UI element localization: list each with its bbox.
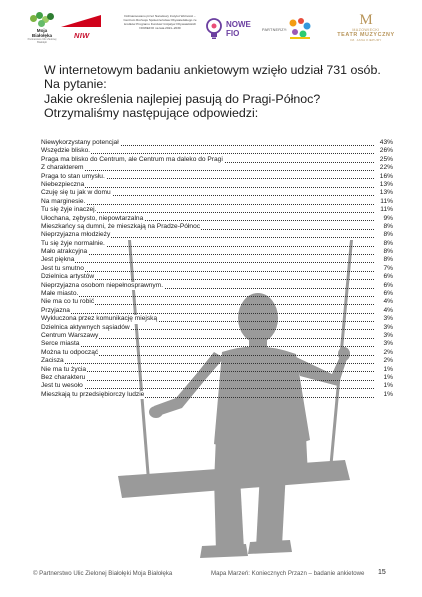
result-value: 1% — [383, 373, 393, 381]
result-row — [41, 215, 393, 223]
result-label: Praga ma blisko do Centrum, ale Centrum ma daleko do Pragi — [41, 155, 223, 163]
page-number: 15 — [378, 569, 386, 576]
result-value: 1% — [383, 382, 393, 390]
result-row — [41, 391, 393, 399]
result-row — [41, 256, 393, 264]
result-value: 4% — [383, 306, 393, 314]
result-row — [41, 340, 393, 348]
result-value: 8% — [383, 248, 393, 256]
result-value: 6% — [383, 290, 393, 298]
survey-intro — [44, 63, 384, 121]
result-value: 2% — [383, 348, 393, 356]
result-row — [41, 198, 393, 206]
result-value: 8% — [383, 231, 393, 239]
result-value: 25% — [379, 155, 393, 163]
result-value: 3% — [383, 331, 393, 339]
result-label: Wszędzie blisko. — [41, 147, 91, 155]
result-label: Mało atrakcyjna — [41, 248, 88, 256]
result-label: Nieprzyjazna osobom niepełnosprawnym. — [41, 281, 164, 289]
result-row — [41, 366, 393, 374]
funding-note: Dofinansowano przez Narodowy Instytut Wolności – Centrum Rozwoju Społeczeństwa Obywatelskiego ze środków Programu Fundusz Inicjatyw Obywatelskich NOWEFIO na lata 2021–2030 — [123, 14, 197, 30]
result-label: Niebezpieczna — [41, 180, 85, 188]
niw-flag-icon — [61, 13, 101, 27]
result-value: 7% — [383, 264, 393, 272]
result-label: Zacisza — [41, 357, 64, 365]
result-value: 11% — [380, 206, 393, 214]
survey-results-list — [41, 139, 393, 399]
niw-logo — [61, 13, 101, 39]
teatr-monogram: M — [359, 12, 373, 28]
nowe-fio-logo — [205, 18, 259, 40]
result-row — [41, 189, 393, 197]
moja-bialoleka-tagline: Partnerstwo Ulic Zielonej Białołęki — [27, 38, 57, 44]
teatr-line3: IM. JANA KIEPURY — [350, 38, 382, 42]
result-value: 13% — [379, 180, 393, 188]
result-value: 1% — [383, 365, 393, 373]
result-value: 16% — [379, 172, 393, 180]
result-row — [41, 290, 393, 298]
result-value: 6% — [383, 273, 393, 281]
result-row — [41, 332, 393, 340]
result-row — [41, 173, 393, 181]
result-row — [41, 147, 393, 155]
result-label: Praga to stan umysłu. — [41, 172, 105, 180]
result-value: 3% — [383, 323, 393, 331]
result-label: Tu się żyje inaczej. — [41, 206, 97, 214]
intro-participants: W internetowym badaniu ankietowym wzięło udział 731 osób. — [44, 63, 381, 77]
result-label: Dzielnica artystów — [41, 273, 95, 281]
result-value: 1% — [383, 390, 393, 398]
result-row — [41, 374, 393, 382]
result-label: Dzielnica aktywnych sąsiadów — [41, 323, 130, 331]
result-label: Małe miasto. — [41, 290, 79, 298]
teatr-line1: MAZOWIECKI — [352, 28, 380, 32]
teatr-line2: TEATR MUZYCZNY — [337, 32, 395, 38]
partners-label: PARTNERZY: — [262, 28, 288, 32]
result-row — [41, 282, 393, 290]
result-value: 8% — [383, 239, 393, 247]
intro-answers-label: Otrzymaliśmy następujące odpowiedzi: — [44, 106, 259, 121]
result-value: 11% — [380, 197, 393, 205]
result-label: Centrum Warszawy — [41, 331, 99, 339]
result-value: 13% — [379, 189, 393, 197]
result-row — [41, 206, 393, 214]
result-value: 6% — [383, 281, 393, 289]
result-row — [41, 357, 393, 365]
result-label: Jest tu smutno — [41, 264, 84, 272]
result-label: Nie ma co tu robić — [41, 298, 95, 306]
result-label: Czuję się tu jak w domu — [41, 189, 111, 197]
result-row — [41, 156, 393, 164]
result-label: Mieszkańcy są dumni, że mieszkają na Pradze-Północ — [41, 222, 201, 230]
result-row — [41, 298, 393, 306]
result-label: Niewykorzystany potencjał — [41, 139, 119, 146]
result-value: 9% — [383, 214, 393, 222]
nowe-fio-line1: NOWE — [226, 20, 251, 29]
result-row — [41, 164, 393, 172]
niw-name: NIW — [74, 31, 90, 40]
nowe-fio-line2: FIO — [226, 29, 240, 38]
result-label: Ułochana, zębysto, niepowtarzalna — [41, 214, 144, 222]
result-label: Bez charakteru — [41, 373, 86, 381]
result-label: Nie ma tu życia — [41, 365, 87, 373]
result-row — [41, 139, 393, 147]
result-label: Serce miasta — [41, 340, 80, 348]
colorful-partner-logo-icon — [287, 17, 313, 41]
result-row — [41, 315, 393, 323]
result-value: 43% — [379, 139, 393, 146]
result-row — [41, 240, 393, 248]
result-label: Jest tu wesoło — [41, 382, 83, 390]
result-row — [41, 265, 393, 273]
result-row — [41, 223, 393, 231]
page-footer — [0, 568, 422, 582]
result-label: Z charakterem — [41, 164, 84, 172]
result-value: 3% — [383, 340, 393, 348]
moja-bialoleka-logo — [27, 12, 57, 44]
lightbulb-icon — [205, 18, 223, 40]
moja-bialoleka-name: Moja Białołęka — [31, 28, 53, 38]
teatr-muzyczny-logo — [327, 12, 405, 42]
result-value: 2% — [383, 357, 393, 365]
result-value: 8% — [383, 256, 393, 264]
footer-copyright: © Partnerstwo Ulic Zielonej Białołęki Moja Białołęka — [33, 570, 173, 577]
result-value: 22% — [379, 164, 393, 172]
result-label: Jest piękna — [41, 256, 75, 264]
result-row — [41, 349, 393, 357]
intro-question-label: Na pytanie: — [44, 77, 107, 92]
result-label: Można tu odpocząć — [41, 348, 99, 356]
result-row — [41, 273, 393, 281]
result-row — [41, 324, 393, 332]
result-label: Nieprzyjazna młodzieży — [41, 231, 111, 239]
result-value: 3% — [383, 315, 393, 323]
result-row — [41, 307, 393, 315]
result-label: Mieszkają tu przedsiębiorczy ludzie — [41, 390, 145, 398]
result-row — [41, 382, 393, 390]
result-label: Wykluczona przez komunikację miejską — [41, 315, 158, 323]
result-row — [41, 248, 393, 256]
result-value: 8% — [383, 222, 393, 230]
result-value: 4% — [383, 298, 393, 306]
moja-bialoleka-mark-icon — [30, 12, 54, 28]
result-row — [41, 181, 393, 189]
result-row — [41, 231, 393, 239]
result-label: Tu się żyje normalnie. — [41, 239, 105, 247]
result-value: 26% — [379, 147, 393, 155]
result-label: Przyjazna — [41, 306, 70, 314]
intro-question: Jakie określenia najlepiej pasują do Pragi-Północ? — [44, 91, 321, 106]
result-label: Na marginesie. — [41, 197, 86, 205]
header-logos — [0, 0, 422, 56]
footer-document-title: Mapa Marzeń: Koniecznych Przazn – badanie ankietowe — [211, 570, 365, 577]
